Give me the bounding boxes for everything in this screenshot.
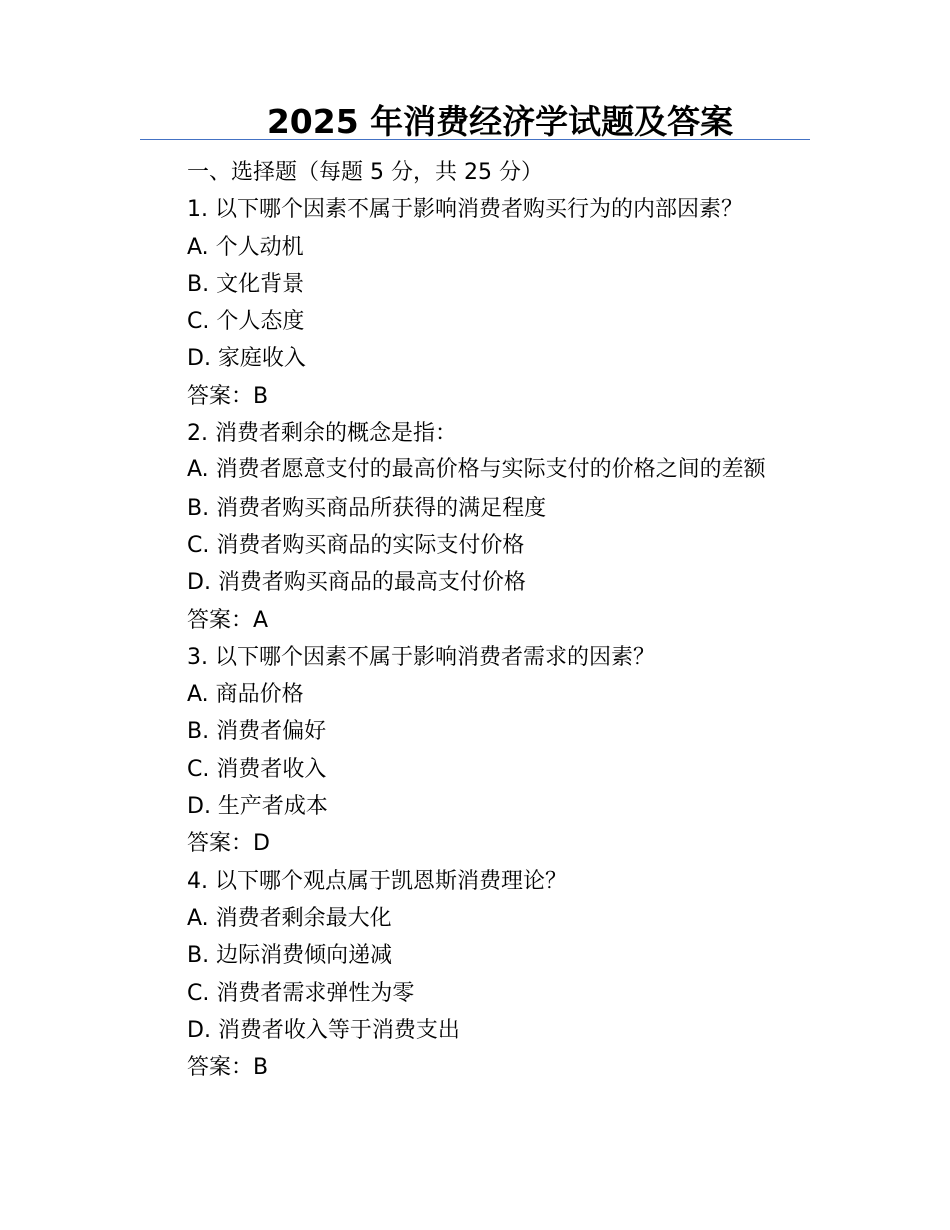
answer: 答案：A	[187, 607, 269, 633]
option-b: B. 消费者购买商品所获得的满足程度	[187, 495, 547, 521]
option-b: B. 边际消费倾向递减	[187, 943, 393, 969]
page-title: 2025 年消费经济学试题及答案	[266, 102, 734, 141]
question-4	[140, 863, 810, 1087]
option-a: A. 消费者剩余最大化	[187, 905, 392, 931]
document-body	[140, 154, 810, 1086]
option-a: A. 消费者愿意支付的最高价格与实际支付的价格之间的差额	[187, 457, 766, 483]
section-heading: 一、选择题（每题 5 分，共 25 分）	[187, 160, 543, 185]
option-b: B. 消费者偏好	[187, 719, 327, 745]
option-c: C. 消费者购买商品的实际支付价格	[187, 532, 525, 558]
question-3	[140, 639, 810, 863]
option-c: C. 消费者收入	[187, 756, 327, 782]
option-d: D. 消费者收入等于消费支出	[187, 1017, 460, 1043]
title-underline	[140, 139, 810, 140]
option-d: D. 消费者购买商品的最高支付价格	[187, 570, 526, 596]
question-stem: 1. 以下哪个因素不属于影响消费者购买行为的内部因素？	[187, 197, 743, 223]
answer: 答案：B	[187, 383, 269, 409]
question-1	[140, 191, 810, 415]
answer: 答案：D	[187, 831, 270, 857]
option-d: D. 家庭收入	[187, 346, 306, 372]
question-stem: 2. 消费者剩余的概念是指：	[187, 421, 457, 447]
option-a: A. 商品价格	[187, 682, 304, 708]
question-stem: 3. 以下哪个因素不属于影响消费者需求的因素？	[187, 644, 655, 670]
answer: 答案：B	[187, 1055, 269, 1081]
option-a: A. 个人动机	[187, 234, 304, 260]
question-stem: 4. 以下哪个观点属于凯恩斯消费理论？	[187, 868, 567, 894]
option-c: C. 消费者需求弹性为零	[187, 980, 415, 1006]
option-c: C. 个人态度	[187, 309, 305, 335]
option-b: B. 文化背景	[187, 271, 305, 297]
question-2	[140, 415, 810, 639]
option-d: D. 生产者成本	[187, 794, 328, 820]
